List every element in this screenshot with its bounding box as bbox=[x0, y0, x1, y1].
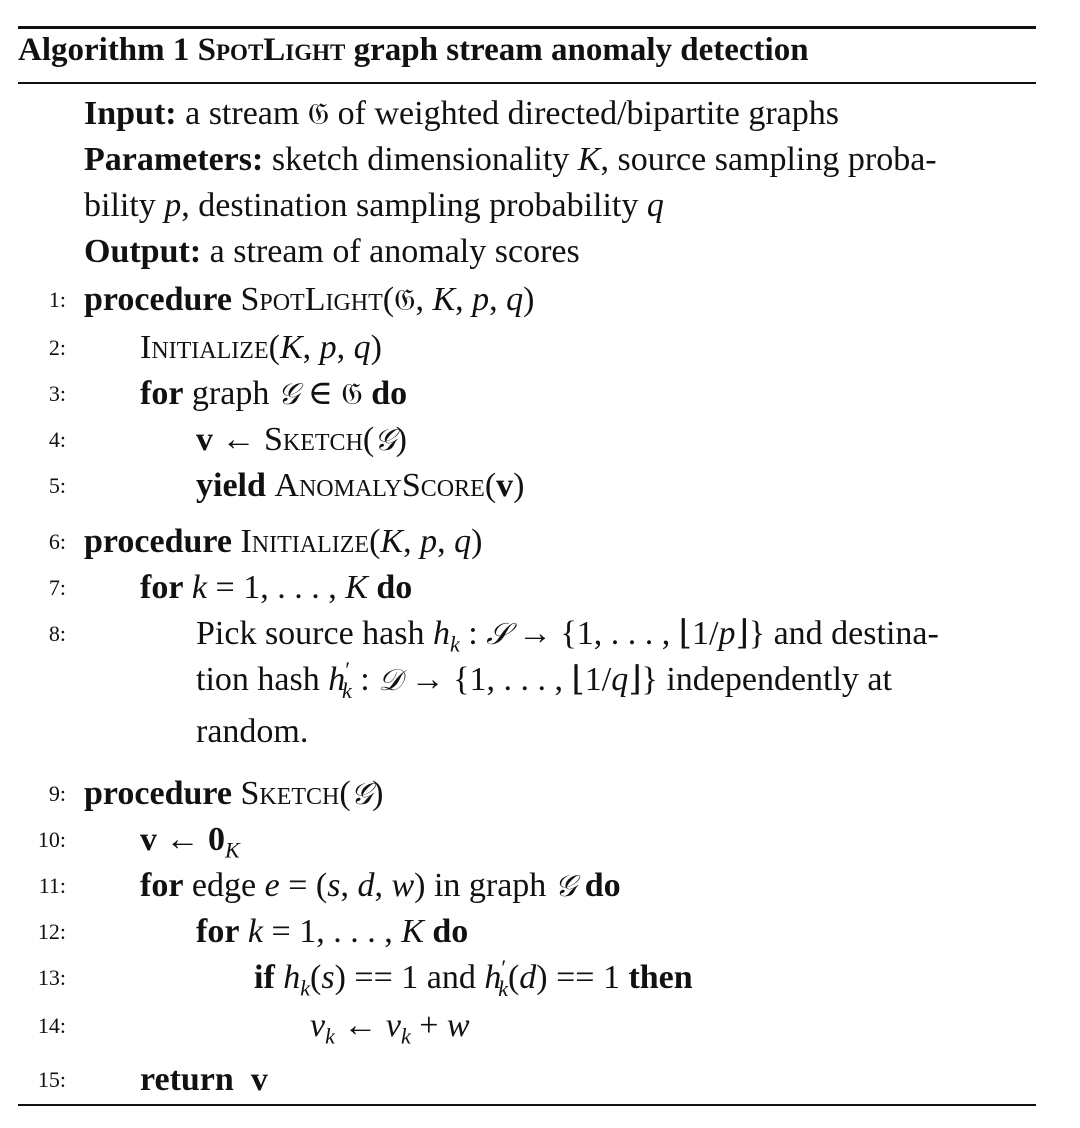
zero-vector: 0 bbox=[208, 821, 225, 858]
bottom-rule bbox=[18, 1104, 1036, 1106]
top-rule bbox=[18, 26, 1036, 29]
vector-v: v bbox=[140, 821, 157, 858]
keyword: procedure bbox=[84, 775, 232, 812]
keyword: procedure bbox=[84, 523, 232, 560]
line-number: 4: bbox=[48, 427, 66, 452]
keyword: for bbox=[140, 569, 184, 606]
line-number: 1: bbox=[48, 287, 66, 312]
subscript-k: K bbox=[225, 837, 240, 863]
vector-v: v bbox=[196, 421, 213, 458]
keyword: do bbox=[371, 375, 408, 412]
input-label: Input: bbox=[84, 95, 177, 132]
keyword: yield bbox=[196, 467, 266, 504]
vector-v: v bbox=[496, 467, 514, 504]
keyword: for bbox=[196, 913, 240, 950]
line-number: 11: bbox=[38, 873, 66, 898]
line-number: 2: bbox=[48, 335, 66, 360]
line-number: 6: bbox=[48, 529, 66, 554]
vector-v: v bbox=[250, 1061, 268, 1098]
line-number: 7: bbox=[48, 575, 66, 600]
line-number: 10: bbox=[37, 827, 66, 852]
keyword: for bbox=[140, 375, 184, 412]
keyword: if bbox=[254, 959, 275, 996]
caption-label: Algorithm 1 bbox=[18, 32, 190, 68]
keyword: do bbox=[376, 569, 413, 606]
keyword: do bbox=[432, 913, 469, 950]
line-number: 3: bbox=[48, 381, 66, 406]
line-8-tail: random. bbox=[196, 713, 309, 750]
line-number: 5: bbox=[48, 473, 66, 498]
line-number: 13: bbox=[37, 965, 66, 990]
output-text: a stream of anomaly scores bbox=[209, 233, 580, 270]
keyword: return bbox=[140, 1061, 234, 1098]
line-number: 14: bbox=[37, 1013, 66, 1038]
algorithm-caption bbox=[18, 32, 809, 69]
parameters-label: Parameters: bbox=[84, 141, 264, 178]
line-number: 8: bbox=[48, 621, 66, 646]
line-number: 15: bbox=[37, 1067, 66, 1092]
line-number: 9: bbox=[48, 781, 66, 806]
output-label: Output: bbox=[84, 233, 202, 270]
caption-text: graph stream anomaly detection bbox=[353, 32, 809, 68]
keyword: for bbox=[140, 867, 184, 904]
line-number: 12: bbox=[37, 919, 66, 944]
caption-name: SpotLight bbox=[197, 32, 346, 68]
keyword: procedure bbox=[84, 281, 232, 318]
keyword: then bbox=[628, 959, 693, 996]
keyword: do bbox=[584, 867, 621, 904]
caption-rule bbox=[18, 82, 1036, 84]
